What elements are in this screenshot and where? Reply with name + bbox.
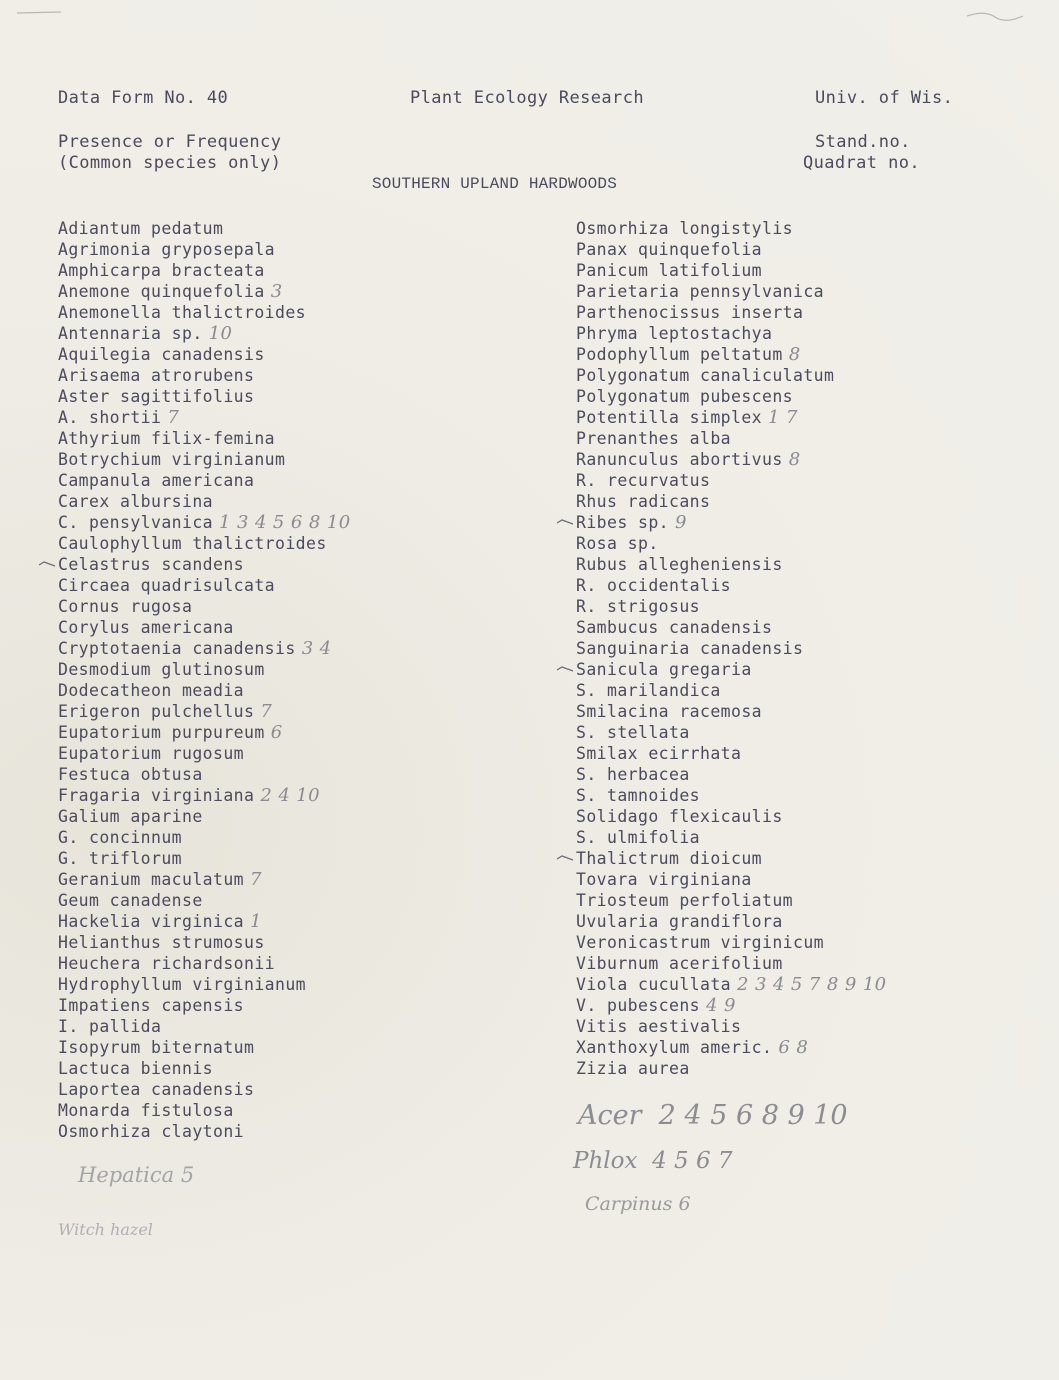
species-row (58, 344, 478, 365)
species-row (576, 827, 1046, 848)
species-name: Polygonatum canaliculatum (576, 366, 835, 385)
species-name: Phryma leptostachya (576, 324, 773, 343)
species-name: Antennaria sp. (58, 324, 203, 343)
species-row (576, 407, 1046, 428)
species-row (58, 323, 478, 344)
species-row (576, 554, 1046, 575)
species-name: Helianthus strumosus (58, 933, 265, 952)
species-name: Arisaema atrorubens (58, 366, 255, 385)
species-row (58, 1037, 478, 1058)
check-mark-icon (556, 662, 574, 674)
species-name: Amphicarpa bracteata (58, 261, 265, 280)
species-row (58, 386, 478, 407)
species-name: C. pensylvanica (58, 513, 214, 532)
species-name: Desmodium glutinosum (58, 660, 265, 679)
species-name: Hackelia virginica (58, 912, 245, 931)
species-name: Panax quinquefolia (576, 240, 763, 259)
species-name: Osmorhiza claytoni (58, 1122, 245, 1141)
handwritten-count: 1 3 4 5 6 8 10 (219, 512, 351, 533)
species-row (58, 1121, 478, 1142)
check-mark-icon (556, 851, 574, 863)
handwritten-count: 1 (250, 911, 262, 932)
species-row (576, 281, 1046, 302)
species-row (58, 701, 478, 722)
species-row (576, 617, 1046, 638)
presence-sublabel: (Common species only) (58, 153, 282, 173)
species-name: Ribes sp. (576, 513, 670, 532)
species-row (58, 428, 478, 449)
species-name: Zizia aurea (576, 1059, 690, 1078)
species-name: Dodecatheon meadia (58, 681, 245, 700)
stand-number: Stand.no. (815, 132, 911, 152)
species-row (58, 533, 478, 554)
species-row (576, 701, 1046, 722)
species-name: Polygonatum pubescens (576, 387, 794, 406)
handwritten-acer: Acer 2 4 5 6 8 9 10 (578, 1100, 848, 1131)
species-row (58, 827, 478, 848)
handwritten-count: 7 (167, 407, 180, 428)
species-name: Cryptotaenia canadensis (58, 639, 296, 658)
species-row (58, 806, 478, 827)
species-name: Solidago flexicaulis (576, 807, 783, 826)
species-name: Parietaria pennsylvanica (576, 282, 825, 301)
species-name: Erigeron pulchellus (58, 702, 255, 721)
species-row (58, 1058, 478, 1079)
species-name: S. herbacea (576, 765, 690, 784)
species-row (576, 260, 1046, 281)
species-name: S. marilandica (576, 681, 721, 700)
handwritten-count: 2 3 4 5 7 8 9 10 (737, 974, 887, 995)
species-name: Xanthoxylum americ. (576, 1038, 773, 1057)
species-row (576, 932, 1046, 953)
species-name: Potentilla simplex (576, 408, 763, 427)
species-row (58, 953, 478, 974)
species-name: Osmorhiza longistylis (576, 219, 794, 238)
species-name: Podophyllum peltatum (576, 345, 783, 364)
project-name: Plant Ecology Research (410, 88, 644, 108)
species-row (576, 743, 1046, 764)
handwritten-hepatica: Hepatica 5 (78, 1163, 195, 1187)
species-list-left (58, 218, 478, 1142)
species-row (576, 869, 1046, 890)
species-name: Laportea canadensis (58, 1080, 255, 1099)
species-name: Impatiens capensis (58, 996, 245, 1015)
species-name: Cornus rugosa (58, 597, 193, 616)
species-row (576, 470, 1046, 491)
handwritten-count: 4 9 (706, 995, 736, 1016)
species-name: Anemonella thalictroides (58, 303, 307, 322)
check-mark-icon (38, 557, 56, 569)
university: Univ. of Wis. (815, 88, 954, 108)
species-name: Panicum latifolium (576, 261, 763, 280)
species-row (58, 911, 478, 932)
species-name: Viola cucullata (576, 975, 732, 994)
species-row (58, 554, 478, 575)
species-list-right (576, 218, 1046, 1079)
species-row (576, 764, 1046, 785)
species-name: Parthenocissus inserta (576, 303, 804, 322)
species-row (576, 659, 1046, 680)
species-row (58, 617, 478, 638)
species-row (58, 491, 478, 512)
species-row (576, 239, 1046, 260)
species-name: Fragaria virginiana (58, 786, 255, 805)
presence-label: Presence or Frequency (58, 132, 282, 152)
species-row (58, 575, 478, 596)
species-name: S. stellata (576, 723, 690, 742)
species-row (576, 890, 1046, 911)
species-name: Botrychium virginianum (58, 450, 286, 469)
species-name: Athyrium filix-femina (58, 429, 276, 448)
handwritten-count: 1 7 (768, 407, 798, 428)
species-name: Campanula americana (58, 471, 255, 490)
handwritten-count: 9 (675, 512, 687, 533)
species-name: R. recurvatus (576, 471, 711, 490)
species-row (576, 722, 1046, 743)
handwritten-carpinus: Carpinus 6 (585, 1193, 691, 1215)
species-name: Smilacina racemosa (576, 702, 763, 721)
species-row (576, 1037, 1046, 1058)
species-row (58, 281, 478, 302)
species-row (576, 386, 1046, 407)
species-row (576, 785, 1046, 806)
species-name: Isopyrum biternatum (58, 1038, 255, 1057)
handwritten-count: 6 (270, 722, 283, 743)
species-row (576, 218, 1046, 239)
species-row (58, 1079, 478, 1100)
species-name: Smilax ecirrhata (576, 744, 742, 763)
species-row (58, 218, 478, 239)
species-name: Triosteum perfoliatum (576, 891, 794, 910)
species-name: A. shortii (58, 408, 162, 427)
species-row (58, 638, 478, 659)
species-row (58, 239, 478, 260)
species-row (58, 890, 478, 911)
species-row (58, 407, 478, 428)
species-name: Eupatorium rugosum (58, 744, 245, 763)
species-row (58, 743, 478, 764)
species-row (576, 848, 1046, 869)
quadrat-number: Quadrat no. (803, 153, 920, 173)
species-name: Rosa sp. (576, 534, 659, 553)
species-row (58, 470, 478, 491)
species-row (576, 638, 1046, 659)
species-name: S. tamnoides (576, 786, 701, 805)
species-name: Tovara virginiana (576, 870, 752, 889)
species-name: Ranunculus abortivus (576, 450, 783, 469)
species-name: Thalictrum dioicum (576, 849, 763, 868)
species-name: G. triflorum (58, 849, 183, 868)
species-row (58, 869, 478, 890)
species-name: Geum canadense (58, 891, 203, 910)
handwritten-count: 7 (260, 701, 273, 722)
species-row (576, 302, 1046, 323)
species-name: I. pallida (58, 1017, 162, 1036)
species-row (58, 1016, 478, 1037)
species-row (576, 1058, 1046, 1079)
species-row (58, 596, 478, 617)
handwritten-count: 7 (250, 869, 262, 890)
species-row (576, 449, 1046, 470)
species-name: Aquilegia canadensis (58, 345, 265, 364)
species-row (58, 302, 478, 323)
handwritten-phlox: Phlox 4 5 6 7 (573, 1148, 733, 1174)
handwritten-count: 2 4 10 (260, 785, 320, 806)
species-name: Uvularia grandiflora (576, 912, 783, 931)
species-row (576, 428, 1046, 449)
species-name: Aster sagittifolius (58, 387, 255, 406)
species-row (576, 995, 1046, 1016)
species-row (576, 911, 1046, 932)
species-name: Viburnum acerifolium (576, 954, 783, 973)
species-row (576, 533, 1046, 554)
species-name: S. ulmifolia (576, 828, 701, 847)
species-name: Rubus allegheniensis (576, 555, 783, 574)
species-name: Geranium maculatum (58, 870, 245, 889)
species-name: Hydrophyllum virginianum (58, 975, 307, 994)
species-row (58, 365, 478, 386)
handwritten-count: 10 (208, 323, 233, 344)
species-row (576, 323, 1046, 344)
species-name: Corylus americana (58, 618, 234, 637)
species-name: Sambucus canadensis (576, 618, 773, 637)
species-row (576, 1016, 1046, 1037)
species-name: Sanguinaria canadensis (576, 639, 804, 658)
species-row (576, 512, 1046, 533)
species-name: Monarda fistulosa (58, 1101, 234, 1120)
species-row (58, 848, 478, 869)
handwritten-count: 6 8 (778, 1037, 809, 1058)
species-row (576, 596, 1046, 617)
species-row (576, 806, 1046, 827)
species-name: Prenanthes alba (576, 429, 732, 448)
species-name: Caulophyllum thalictroides (58, 534, 327, 553)
species-row (58, 995, 478, 1016)
species-name: Celastrus scandens (58, 555, 245, 574)
form-title: SOUTHERN UPLAND HARDWOODS (372, 175, 618, 193)
species-row (58, 785, 478, 806)
handwritten-count: 8 (788, 344, 801, 365)
corner-mark-left (15, 6, 65, 18)
species-name: G. concinnum (58, 828, 183, 847)
species-row (576, 575, 1046, 596)
species-name: R. occidentalis (576, 576, 732, 595)
species-row (576, 953, 1046, 974)
species-name: Circaea quadrisulcata (58, 576, 276, 595)
species-row (58, 722, 478, 743)
corner-mark-right (965, 8, 1025, 24)
species-name: Carex albursina (58, 492, 214, 511)
check-mark-icon (556, 515, 574, 527)
species-row (576, 974, 1046, 995)
species-name: Festuca obtusa (58, 765, 203, 784)
species-row (58, 764, 478, 785)
handwritten-count: 3 (270, 281, 283, 302)
species-row (58, 1100, 478, 1121)
species-name: V. pubescens (576, 996, 701, 1015)
species-name: Galium aparine (58, 807, 203, 826)
species-row (58, 449, 478, 470)
handwritten-count: 8 (788, 449, 801, 470)
species-row (58, 680, 478, 701)
species-row (576, 344, 1046, 365)
species-name: Veronicastrum virginicum (576, 933, 825, 952)
species-row (576, 491, 1046, 512)
species-row (58, 659, 478, 680)
species-name: Agrimonia gryposepala (58, 240, 276, 259)
species-name: Rhus radicans (576, 492, 711, 511)
species-row (58, 974, 478, 995)
species-row (576, 680, 1046, 701)
species-row (58, 512, 478, 533)
species-row (576, 365, 1046, 386)
species-row (58, 932, 478, 953)
species-name: Lactuca biennis (58, 1059, 214, 1078)
species-name: Anemone quinquefolia (58, 282, 265, 301)
form-number: Data Form No. 40 (58, 88, 229, 108)
handwritten-count: 3 4 (301, 638, 332, 659)
species-name: Vitis aestivalis (576, 1017, 742, 1036)
species-name: Adiantum pedatum (58, 219, 224, 238)
species-row (58, 260, 478, 281)
species-name: R. strigosus (576, 597, 701, 616)
species-name: Heuchera richardsonii (58, 954, 276, 973)
species-name: Sanicula gregaria (576, 660, 752, 679)
species-name: Eupatorium purpureum (58, 723, 265, 742)
handwritten-witch-hazel: Witch hazel (58, 1220, 153, 1239)
